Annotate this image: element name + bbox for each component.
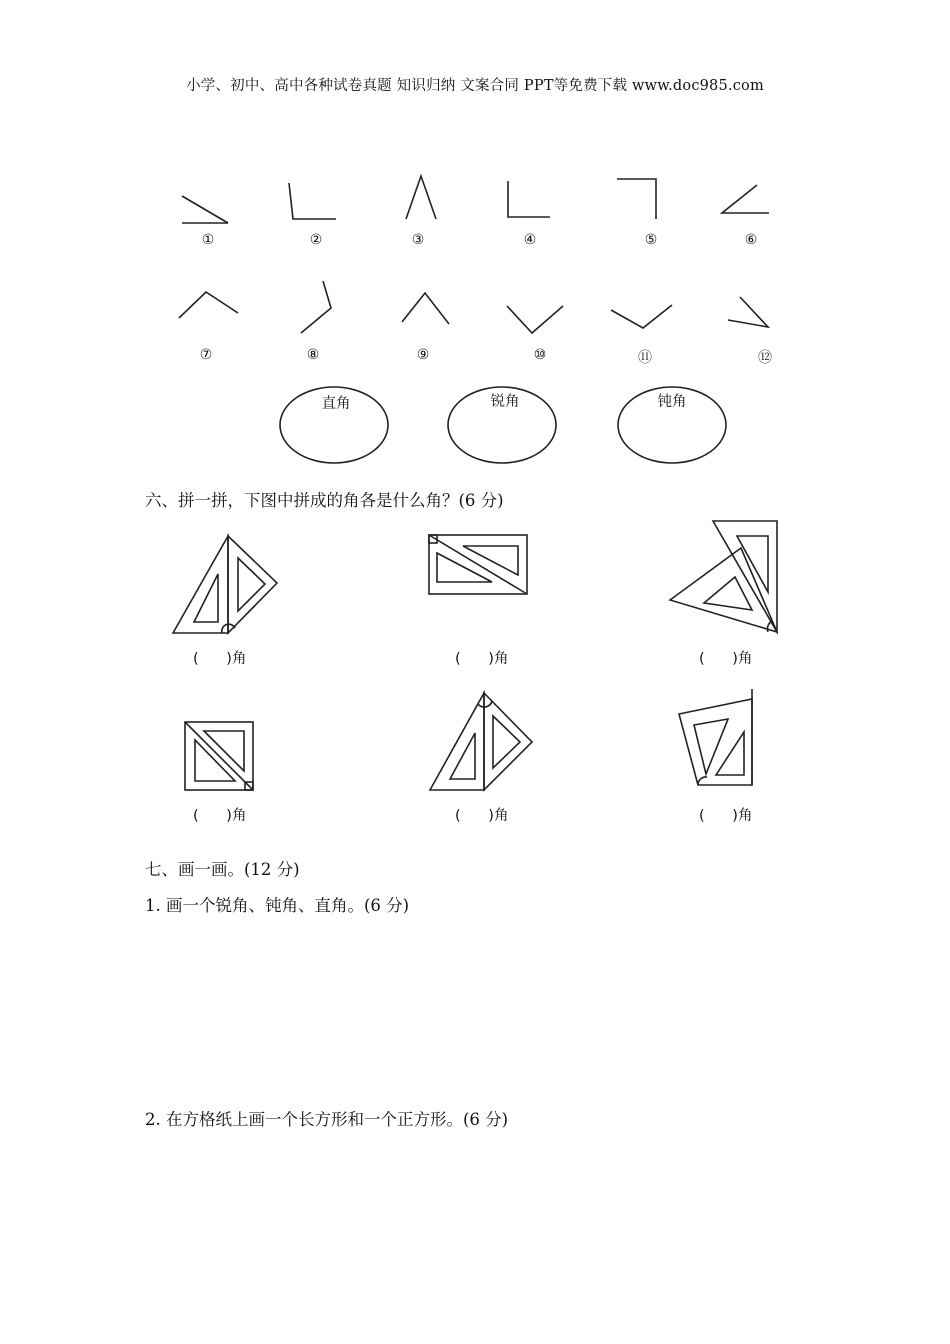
angle-label-2: ② [309,232,323,248]
angle-12 [728,297,768,327]
angle-label-8: ⑧ [306,347,320,363]
answer-blank-3[interactable]: ( )角 [699,651,753,667]
set-square-figure-5 [430,693,532,790]
section-7-title: 七、画一画。(12 分) [145,860,300,879]
angle-label-10: ⑩ [533,347,547,363]
angle-label-9: ⑨ [416,347,430,363]
angle-5 [617,179,656,219]
angle-label-12: ⑫ [758,350,772,366]
answer-blank-1[interactable]: ( )角 [193,651,247,667]
set-square-figure-3 [670,521,777,632]
angle-3 [406,176,436,219]
answer-blank-6[interactable]: ( )角 [699,808,753,824]
angle-label-7: ⑦ [199,347,213,363]
angle-2 [289,183,336,219]
angle-6 [722,185,769,213]
angle-1 [182,196,228,223]
angle-10 [507,306,563,333]
answer-blank-4[interactable]: ( )角 [193,808,247,824]
set-square-figure-1 [173,536,277,633]
question-7-2: 2. 在方格纸上画一个长方形和一个正方形。(6 分) [145,1110,509,1129]
angle-4 [508,181,550,217]
angle-9 [402,293,449,324]
set-square-figure-4 [185,722,253,790]
angle-8 [301,281,331,333]
page-header: 小学、初中、高中各种试卷真题 知识归纳 文案合同 PPT等免费下载 www.doc985.com [186,78,764,94]
category-right-angle: 直角 [321,396,351,412]
set-square-figure-2 [429,535,527,594]
angle-label-11: ⑪ [638,350,652,366]
set-square-figure-6 [679,689,752,785]
section-6-title: 六、拼一拼，下图中拼成的角各是什么角？(6 分) [145,491,504,510]
angle-7 [179,292,238,318]
answer-blank-2[interactable]: ( )角 [455,651,509,667]
category-obtuse-angle: 钝角 [657,394,687,410]
angle-label-4: ④ [523,232,537,248]
angle-11 [611,305,672,328]
category-acute-angle: 锐角 [490,394,520,410]
angle-label-3: ③ [411,232,425,248]
angle-label-5: ⑤ [644,232,658,248]
question-7-1: 1. 画一个锐角、钝角、直角。(6 分) [145,896,410,915]
angle-label-6: ⑥ [744,232,758,248]
angle-label-1: ① [201,232,215,248]
answer-blank-5[interactable]: ( )角 [455,808,509,824]
